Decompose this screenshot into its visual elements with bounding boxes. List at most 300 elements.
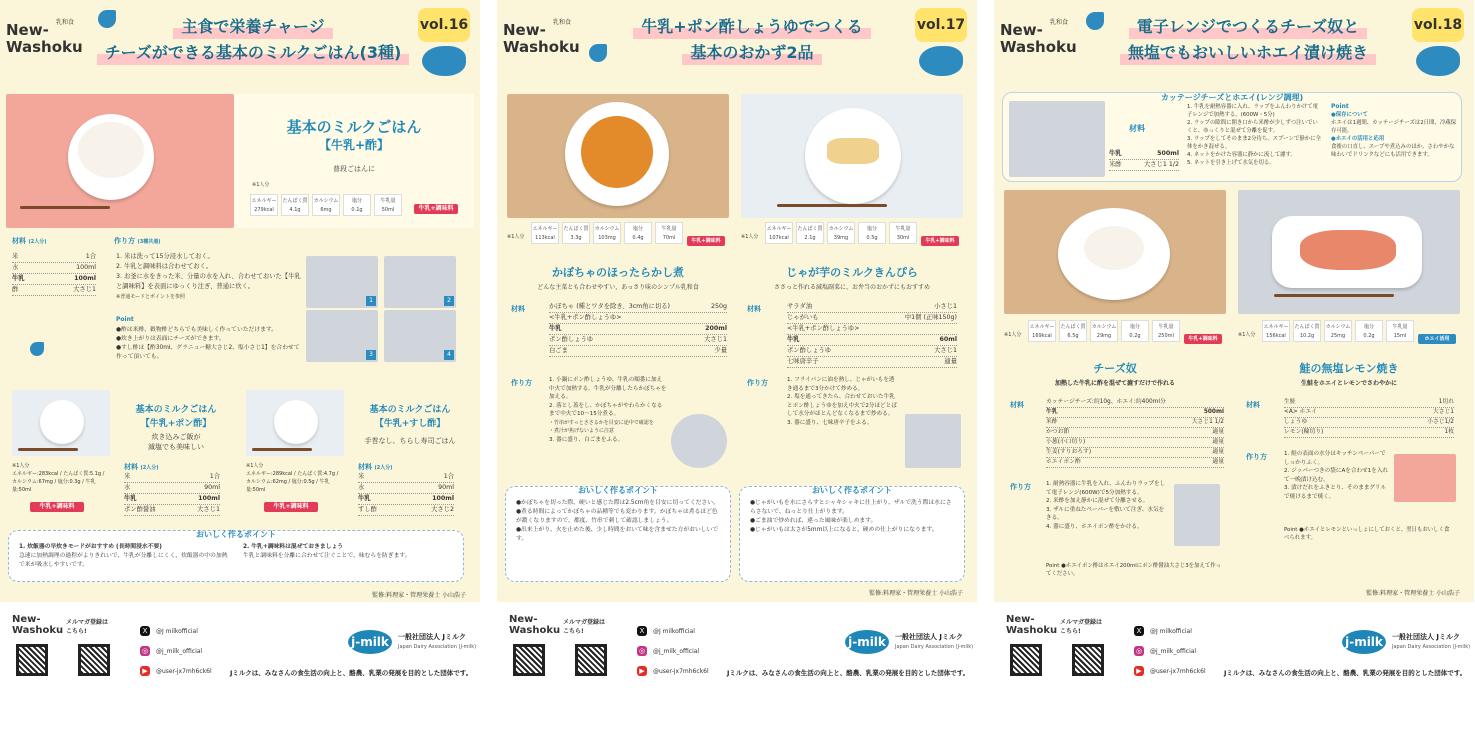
nutrition-cell (1262, 320, 1290, 342)
ing-name: 牛乳 (358, 495, 371, 502)
qr-code-washoku[interactable] (1010, 644, 1042, 676)
sub2-ingredient-list (358, 472, 454, 516)
ingredient-row (12, 252, 96, 263)
tip-item: ●じゃがいもを水にさらすとシャキシャキに仕上がり、ザルで洗う際は水にさらさないで、ねっとり仕上がります。 (750, 500, 952, 515)
nut-label: カルシウム (1325, 324, 1351, 330)
ingredients-heading: 材料 (511, 305, 525, 313)
nut-value: 4.1g (289, 207, 301, 213)
instagram-link[interactable] (1134, 646, 1196, 656)
tip-col-1 (19, 543, 233, 570)
milk-seasoning-badge: 牛乳+調味料 (30, 502, 84, 512)
nut-value: 15ml (1393, 333, 1407, 339)
method-heading: 作り方 (1010, 483, 1031, 491)
sheet-footer (497, 602, 977, 700)
yt-handle: @user-jx7mh6ck6l (653, 667, 709, 675)
ingredient-row (787, 335, 957, 346)
rice-bowl (274, 400, 318, 444)
ing-name: 水 (358, 484, 365, 491)
nut-label: エネルギー (766, 226, 792, 232)
method-step: 2. 落とし蓋をし、かぼちゃがやわらかくなるまで中火で10〜15分煮る。 (549, 402, 663, 417)
youtube-icon: ▶ (637, 666, 647, 676)
ing-amount: 500ml (1157, 150, 1179, 157)
per-serving: ※1人分 (246, 463, 264, 469)
cheese-yakko-photo (1004, 190, 1226, 314)
ingredients-label: 材料 (124, 463, 138, 471)
recipe-b-desc: ささっと作れる減塩副菜に、お弁当のおかずにもおすすめ (773, 284, 931, 291)
nutrition-cell (343, 194, 371, 216)
ingredient-row (1046, 448, 1224, 458)
recipe-sheet-vol16 (0, 0, 480, 700)
method-note: ※普通モードとポイントを参照 (116, 294, 185, 300)
yt-handle: @user-jx7mh6ck6l (1150, 667, 1206, 675)
nutrition-cell (858, 222, 886, 244)
ingredients-heading (12, 236, 47, 246)
ingredient-row (1109, 160, 1179, 171)
point-item: ●炊き上がりは表面にチーズができます。 (116, 336, 225, 342)
ingredient-row (787, 302, 957, 313)
sub2-ingredients-heading (358, 462, 393, 472)
method-step: 4. 器に盛り、ホエイポン酢をかける。 (1046, 523, 1143, 530)
recipe-b-method (787, 376, 899, 427)
nut-value: 29mg (1096, 333, 1112, 339)
instagram-link[interactable] (637, 646, 699, 656)
qr-code-washoku[interactable] (513, 644, 545, 676)
new-washoku-logo: New- Washoku 乳和食 (503, 22, 577, 56)
ingredient-row (1284, 428, 1454, 438)
nutrition-text: エネルギー:283kcal / たんぱく質:5.1g / カルシウム:67mg / 塩分:0.3g / 牛乳量:50ml (12, 471, 105, 493)
nut-value: 0.4g (632, 235, 644, 241)
nut-value: 250ml (1158, 333, 1174, 339)
ing-name: 白ごま (549, 347, 568, 354)
whey-badge: ホエイ活用 (1418, 334, 1456, 344)
cow-icon (1416, 46, 1460, 76)
point-item: ●すし酢は【酢30ml、グラニュー糖大さじ2、塩小さじ1】を合わせて作って頂いても。 (116, 345, 300, 360)
youtube-icon: ▶ (140, 666, 150, 676)
method-step: 1. 鮭の表面の水分はキッチンペーパーでしっかりふく。 (1284, 451, 1386, 466)
ing-name: レモン(輪切り) (1284, 429, 1324, 435)
chopsticks (777, 204, 887, 207)
ing-amount: 90ml (204, 484, 220, 491)
cow-icon (422, 46, 466, 76)
tip-item: ●ごま油で炒めれば、違った風味が楽しめます。 (750, 518, 877, 524)
nut-value: 0.2g (1129, 333, 1141, 339)
ingredient-row (124, 472, 220, 483)
ing-amount: 大さじ1 (934, 347, 957, 354)
nut-value: 169kcal (1032, 333, 1052, 339)
nutrition-cell (1059, 320, 1087, 342)
sheet-header (994, 0, 1474, 86)
sheet-title (1098, 14, 1398, 66)
step-photo-salmon (1394, 454, 1456, 502)
method-step: 2. ジッパーつきの袋にAを合わせ1を入れて一晩漬け込む。 (1284, 468, 1389, 483)
youtube-link[interactable] (1134, 666, 1206, 676)
sheet-footer (994, 602, 1474, 700)
method-step: 2. 牛乳と調味料は合わせておく。 (116, 263, 213, 270)
ing-name: 七味唐辛子 (787, 358, 819, 365)
sub2-desc: 手巻なし、ちらし寿司ごはん (364, 437, 456, 445)
ingredient-row (1284, 418, 1454, 428)
ing-amount: 小さじ1/2 (1427, 419, 1454, 425)
sushi-rice-photo (246, 390, 344, 456)
step-photo-cheese (1174, 484, 1220, 546)
ingredient-row (787, 313, 957, 324)
logo-small-text: 乳和食 (56, 19, 75, 26)
nutrition-cell (312, 194, 340, 216)
title-line-2: チーズができる基本のミルクごはん(3種) (97, 41, 410, 65)
method-step: 3. ラップをしてそのまま2分待ち、スプーンで静かに全体をかき混ぜる。 (1187, 136, 1321, 150)
supervisor-credit: 監修:料理家・管理栄養士 小山浩子 (869, 590, 963, 597)
tip-col-2 (243, 543, 457, 561)
milk-splash-icon (589, 44, 607, 62)
instagram-link[interactable] (140, 646, 202, 656)
method-step: 3. お釜に水をきった米、分量の水を入れ、合わせておいた【牛乳と調味料】を表面にゆっくり注ぎ、普通に炊く。 (116, 273, 301, 290)
step-photo-3 (306, 310, 378, 362)
ingredient-row (1046, 408, 1224, 418)
ing-amount: 適量 (1212, 459, 1224, 465)
ingredient-row (549, 335, 727, 346)
method-step: 5. ネットを引き上げて水気を切る。 (1187, 160, 1275, 166)
nut-value: 279kcal (254, 207, 274, 213)
new-washoku-logo: New- Washoku 乳和食 (1000, 22, 1074, 56)
step-number: 1 (366, 296, 376, 306)
tips-b-list (750, 499, 956, 535)
ing-name: カッテージチーズ:約10g、ホエイ:約400ml分 (1046, 399, 1166, 405)
sub1-desc: 炊き込みご飯が 減塩でも美味しい (148, 433, 204, 451)
per-serving: ※1人分 (1004, 332, 1022, 338)
recipe-a-ingredients (1046, 398, 1224, 468)
ingredient-row (549, 324, 727, 335)
nutrition-table-b (765, 222, 917, 244)
cottage-cheese-box (1002, 92, 1462, 182)
ing-name: 米 (124, 473, 131, 480)
nut-label: 塩分 (632, 226, 643, 232)
ing-name: 米酢 (1109, 161, 1122, 168)
org-name-en: Japan Dairy Association (J-milk) (1392, 644, 1471, 650)
nutrition-cell (1090, 320, 1118, 342)
nut-label: エネルギー (532, 226, 558, 232)
nut-label: エネルギー (1029, 324, 1055, 330)
box-heading: カッテージチーズとホエイ(レンジ調理) (1160, 93, 1304, 102)
chopsticks (1274, 294, 1394, 297)
nut-label: 塩分 (1363, 324, 1374, 330)
nutrition-cell (624, 222, 652, 244)
tip-item: ●じゃがいもは太さが5mm以上になると、硬めの仕上がりになります。 (750, 527, 938, 533)
ing-name: 牛乳 (549, 325, 562, 332)
nut-label: 牛乳量 (895, 226, 911, 232)
sheet-title (607, 14, 897, 66)
ing-amount: 100ml (74, 275, 96, 282)
ing-name: 小葱(小口切り) (1046, 439, 1086, 445)
qr-code-mailmag[interactable] (78, 644, 110, 676)
ing-amount: 適量 (944, 358, 957, 365)
box-points (1331, 111, 1457, 159)
title-line-1: 電子レンジでつくるチーズ奴と (1129, 15, 1367, 39)
title-line-2: 無塩でもおいしいホエイ漬け焼き (1120, 41, 1376, 65)
sub1-ingredients-heading (124, 462, 159, 472)
ing-name: じゃがいも (787, 314, 819, 321)
tip-text: 牛乳と調味料を分離に合わせて注ぐことで、味むらを防ぎます。 (243, 553, 411, 559)
youtube-link[interactable] (140, 666, 212, 676)
ing-amount: 大さじ1 (73, 286, 96, 293)
x-link[interactable] (637, 626, 695, 636)
youtube-icon: ▶ (1134, 666, 1144, 676)
box-method (1187, 103, 1323, 167)
ing-amount: 1枚 (1444, 429, 1454, 435)
recipe-b-ingredients (1284, 398, 1454, 438)
title-line-1: 主食で栄養チャージ (173, 15, 332, 39)
method-step: 4. ネットをかけた容器に静かに流して濾す。 (1187, 152, 1296, 158)
tips-heading: おいしく作るポイント (578, 486, 658, 495)
org-name-en: Japan Dairy Association (J-milk) (398, 644, 477, 650)
method-sub: (3種共通) (137, 239, 161, 245)
ing-amount: 適量 (1212, 449, 1224, 455)
step-photo-2 (384, 256, 456, 308)
ingredient-row (12, 263, 96, 274)
nut-label: 牛乳量 (661, 226, 677, 232)
method-note: ・煮汁が焦げないように注意 (549, 428, 615, 434)
instagram-icon: ◎ (141, 647, 149, 655)
rice (78, 122, 144, 178)
ing-name: 米 (12, 253, 19, 260)
x-handle: @J milkofficial (1150, 627, 1192, 635)
nut-label: たんぱく質 (1060, 324, 1086, 330)
sub2-nutrition (246, 462, 344, 494)
recipe-b-title: 鮭の無塩レモン焼き (1299, 362, 1399, 375)
step-photo-4 (384, 310, 456, 362)
ing-name: 牛乳 (787, 336, 800, 343)
ing-name: かつお節 (1046, 429, 1070, 435)
ingredient-row (1046, 458, 1224, 468)
new-washoku-logo: New- Washoku (509, 614, 561, 636)
new-washoku-logo: New- Washoku (12, 614, 64, 636)
ing-name: ポン酢しょうゆ (549, 336, 594, 343)
ponzu-rice-photo (12, 390, 110, 456)
ing-amount: 少量 (714, 347, 727, 354)
ingredients-label: 材料 (358, 463, 372, 471)
ingredient-row (549, 346, 727, 357)
nut-value: 0.5g (866, 235, 878, 241)
chopsticks (20, 206, 110, 209)
nut-value: 6.5g (1067, 333, 1079, 339)
point-heading: Point (116, 316, 134, 323)
x-icon: X (1134, 626, 1144, 636)
recipe-a-ingredients (549, 302, 727, 357)
nut-label: たんぱく質 (282, 198, 308, 204)
ingredient-row (124, 483, 220, 494)
per-serving: ※1人分 (252, 182, 270, 188)
recipe-a-title: かぼちゃのほったらかし煮 (552, 266, 684, 279)
ingredient-row (1046, 438, 1224, 448)
title-line-1: 牛乳+ポン酢しょうゆでつくる (633, 15, 870, 39)
nutrition-cell (1028, 320, 1056, 342)
method-heading: 作り方 (511, 379, 532, 387)
method-step: 3. 器に盛り、七味唐辛子をふる。 (787, 419, 873, 426)
method-step: 2. ラップの隙間に開き口から米酢が少しずつ注いでいくと、ゆっくりと混ぜて分離を促す。 (1187, 120, 1318, 134)
qr-code-mailmag[interactable] (575, 644, 607, 676)
nut-label: たんぱく質 (1294, 324, 1320, 330)
whey-photo (1009, 101, 1105, 177)
ing-amount: 大さじ1 (1432, 409, 1454, 415)
ingredient-row (1046, 428, 1224, 438)
ingredient-row (1284, 398, 1454, 408)
method-step: 1. 小鍋にポン酢しょうゆ、牛乳の順番に加え中火で加熱する。牛乳が分離したらかぼちゃを加える。 (549, 377, 667, 400)
nutrition-table-a (531, 222, 683, 244)
ing-name: ポン酢醤油 (124, 506, 156, 513)
instagram-icon: ◎ (1135, 647, 1143, 655)
new-washoku-logo: New- Washoku 乳和食 (6, 22, 80, 56)
tip-heading: 1. 炊飯器の早炊きモードがおすすめ (長時間浸水不要) (19, 544, 162, 550)
nutrition-cell (765, 222, 793, 244)
main-recipe-card (234, 94, 474, 228)
ingredient-row (124, 494, 220, 505)
method-step: 1. 牛乳を耐熱容器に入れ、ラップをふんわりかけて電子レンジで加熱する。(600W・5分) (1187, 104, 1319, 118)
sheet-header (0, 0, 480, 86)
ingredient-row (358, 472, 454, 483)
ing-amount: 適量 (1212, 439, 1224, 445)
ing-name: 米 (358, 473, 365, 480)
nutrition-cell (827, 222, 855, 244)
milk-seasoning-badge: 牛乳+調味料 (1184, 334, 1222, 344)
ing-name: すし酢 (358, 506, 377, 513)
milk-rice-photo (6, 94, 234, 228)
method-step: 2. 米酢を加え静かに混ぜて分離させる。 (1046, 498, 1149, 504)
ingredient-row (1109, 149, 1179, 160)
recipe-a-title: チーズ奴 (1093, 362, 1137, 375)
ingredient-list (12, 252, 96, 296)
youtube-link[interactable] (637, 666, 709, 676)
pumpkin (581, 116, 653, 188)
nut-label: カルシウム (594, 226, 620, 232)
nutrition-cell (374, 194, 402, 216)
nutrition-cell (1386, 320, 1414, 342)
step-photo-1 (306, 256, 378, 308)
ing-name: 牛乳 (12, 275, 25, 282)
per-serving: ※1人分 (507, 234, 525, 240)
logo-small-text: 乳和食 (1050, 19, 1069, 26)
method-step: 2. 塩を通ってきたら、合わせておいた牛乳とポン酢しょうゆを加え中火で2分ほどとばして水分がほとんどなくなるまで炒める。 (787, 394, 897, 417)
nut-label: 塩分 (866, 226, 877, 232)
tip-heading: 2. 牛乳+調味料は混ぜておきましょう (243, 544, 344, 550)
method-steps (116, 252, 302, 302)
cow-icon (919, 46, 963, 76)
ing-amount: 小さじ1 (934, 303, 957, 310)
recipe-b-point: Point ●ホエイとレモンといっしょにしておくと、翌日もおいしく食べられます。 (1284, 527, 1450, 541)
nut-label: カルシウム (1091, 324, 1117, 330)
mission-text: Jミルクは、みなさんの食生活の向上と、酪農、乳業の発展を目的とした団体です。 (727, 669, 970, 677)
title-line-2: 基本のおかず2品 (682, 41, 821, 65)
ig-handle: @j_milk_official (653, 647, 700, 655)
nutrition-cell (655, 222, 683, 244)
recipe-a-point: Point ●ホエイポン酢はホエイ200mlにポン酢醤油大さじ3を加えて作ってください。 (1046, 563, 1222, 577)
sheet-title (96, 14, 410, 66)
ingredients-heading: 材料 (1246, 401, 1260, 409)
nutrition-cell (1152, 320, 1180, 342)
point-heading: ●保存について (1331, 112, 1368, 118)
method-step: 1. 耐熱容器に牛乳を入れ、ふんわりラップをして電子レンジ(600W)で5分加熱する。 (1046, 481, 1166, 496)
nutrition-cell (1324, 320, 1352, 342)
ing-amount: 適量 (1212, 429, 1224, 435)
ing-amount: 1合 (443, 473, 454, 480)
mission-text: Jミルクは、みなさんの食生活の向上と、酪農、乳業の発展を目的とした団体です。 (230, 669, 473, 677)
instagram-icon: ◎ (638, 647, 646, 655)
x-icon: X (140, 626, 150, 636)
potato-sticks (827, 138, 879, 164)
org-name: 一般社団法人 Jミルク (895, 633, 963, 641)
x-link[interactable] (140, 626, 198, 636)
recipe-b-method (1284, 450, 1388, 501)
nutrition-table-a (1028, 320, 1180, 342)
nut-label: 牛乳量 (380, 198, 396, 204)
nut-value: 107kcal (769, 235, 789, 241)
nut-label: 塩分 (1129, 324, 1140, 330)
method-label: 作り方 (114, 237, 135, 245)
org-name: 一般社団法人 Jミルク (1392, 633, 1460, 641)
per-serving: ※1人分 (1238, 332, 1256, 338)
sub1-title: 基本のミルクごはん (135, 405, 217, 415)
ing-amount: 大さじ1 (704, 336, 727, 343)
sub1-nutrition (12, 462, 110, 494)
point-list (116, 326, 302, 362)
ing-amount: 90ml (438, 484, 454, 491)
ingredients-serving: (2人分) (374, 465, 393, 471)
ing-amount: 100ml (198, 495, 220, 502)
nutrition-cell (250, 194, 278, 216)
tips-heading: おいしく作るポイント (196, 530, 276, 539)
nut-label: カルシウム (828, 226, 854, 232)
ing-amount: 200ml (705, 325, 727, 332)
ing-amount: 大さじ1 1/2 (1191, 419, 1224, 425)
nutrition-text: エネルギー:289kcal / たんぱく質:4.7g / カルシウム:62mg / 塩分:0.5g / 牛乳量:50ml (246, 471, 339, 493)
jmilk-logo: j-milk (845, 630, 889, 654)
ing-name: <A> ホエイ (1284, 409, 1317, 415)
ing-name: しょうゆ (1284, 419, 1308, 425)
x-link[interactable] (1134, 626, 1192, 636)
point-heading: ●ホエイの活用と応用 (1331, 136, 1385, 142)
cheese (1084, 226, 1144, 270)
milk-seasoning-badge: 牛乳+調味料 (414, 204, 458, 214)
yt-handle: @user-jx7mh6ck6l (156, 667, 212, 675)
point-item: 食後の口直し、スープや煮込みのほか、さわやかな味わいでドリンクなどにも活用できます。 (1331, 144, 1455, 158)
new-washoku-logo: New- Washoku (1006, 614, 1058, 636)
salmon (1300, 230, 1396, 270)
milk-seasoning-badge: 牛乳+調味料 (921, 236, 959, 246)
nutrition-cell (281, 194, 309, 216)
vol-badge: vol.16 (418, 8, 470, 42)
ing-name: 酢 (12, 286, 19, 293)
chopsticks (252, 448, 312, 451)
nut-value: 6mg (320, 207, 332, 213)
nut-value: 103mg (598, 235, 616, 241)
sheet-footer (0, 602, 480, 700)
nut-label: 牛乳量 (1392, 324, 1408, 330)
method-step: 3. ザルに重ねたペーパーを敷いて注ぎ、水気をきる。 (1046, 506, 1165, 521)
chopsticks (18, 448, 78, 451)
mailmag-text: メルマガ登録は こちら! (66, 619, 109, 635)
qr-code-washoku[interactable] (16, 644, 48, 676)
ingredient-row (358, 505, 454, 516)
nut-value: 70ml (662, 235, 676, 241)
tip-text: 急速に加熱調理の過程がよりきれいで、牛乳が分離しにくく、炊飯器の中の加熱で米が吸水しやすいです。 (19, 553, 228, 568)
recipe-a-method (549, 376, 667, 444)
vol-badge: vol.17 (915, 8, 967, 42)
nut-label: エネルギー (1263, 324, 1289, 330)
method-step: 3. 器に盛り、白ごまをふる。 (549, 436, 624, 443)
ing-name: 水 (124, 484, 131, 491)
method-step: 1. 米は洗って15分浸水しておく。 (116, 253, 214, 260)
step-photo-pot (671, 414, 727, 468)
mailmag-text: メルマガ登録は こちら! (1060, 619, 1103, 635)
qr-code-mailmag[interactable] (1072, 644, 1104, 676)
